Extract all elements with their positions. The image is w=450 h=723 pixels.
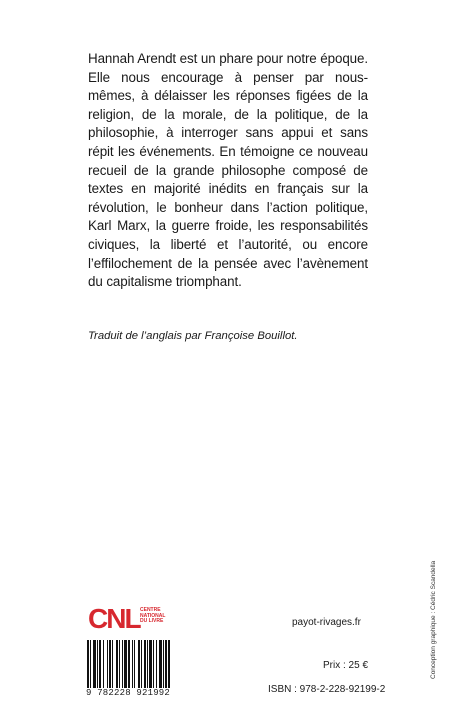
barcode-bar (147, 640, 148, 688)
barcode-bar (159, 640, 162, 688)
isbn-label: ISBN : 978-2-228-92199-2 (268, 684, 386, 695)
barcode-bar (87, 640, 89, 688)
barcode-bar (103, 640, 104, 688)
barcode-bar (144, 640, 146, 688)
barcode-bar (116, 640, 118, 688)
cnl-logo-subtitle (140, 608, 180, 625)
barcode-bar (134, 640, 135, 688)
barcode-bar (107, 640, 108, 688)
barcode-bar (138, 640, 140, 688)
barcode-bar (99, 640, 101, 688)
barcode-bar (109, 640, 111, 688)
barcode-bar (122, 640, 123, 688)
barcode-bar (156, 640, 157, 688)
barcode-bar (132, 640, 133, 688)
barcode (86, 640, 202, 688)
barcode-bar (124, 640, 127, 688)
barcode-bar (141, 640, 142, 688)
translator-credit: Traduit de l’anglais par Françoise Bouillot. (88, 330, 298, 342)
cnl-subtitle-line: CENTRE (140, 607, 161, 613)
barcode-bar (93, 640, 96, 688)
barcode-bar (119, 640, 120, 688)
barcode-bar (97, 640, 98, 688)
back-cover-blurb: Hannah Arendt est un phare pour notre époque. Elle nous encourage à penser par nous-mêmes, à délaisser les réponses figées de la religion, de la morale, de la politique, de la philosophie, à interroger sans appui et sans répit les événements. En témoigne ce nouveau recueil de la grande philosophe composé de textes en majorité inédits en français sur la révolution, le bonheur dans l’action politique, Karl Marx, la guerre froide, les responsabilités civiques, la liberté et l’autorité, ou encore l’effilochement de la pensée avec l’avènement du capitalisme triomphant. (88, 51, 368, 290)
price-label: Prix : 25 € (323, 660, 369, 671)
barcode-digits: 9 782228 921992 (86, 688, 171, 698)
barcode-bar (90, 640, 91, 688)
cnl-logo-text: CNL (88, 603, 140, 634)
cnl-subtitle-line: DU LIVRE (140, 618, 164, 625)
barcode-bar (153, 640, 154, 688)
barcode-bar (168, 640, 170, 688)
cnl-subtitle-line: NATIONAL (140, 612, 166, 619)
barcode-bar (163, 640, 164, 688)
design-credit: Conception graphique : Cédric Scandella (430, 560, 437, 679)
barcode-bar (165, 640, 167, 688)
barcode-bar (112, 640, 113, 688)
barcode-bar (149, 640, 152, 688)
cnl-logo (88, 604, 178, 634)
publisher-website: payot-rivages.fr (292, 617, 361, 628)
barcode-bar (128, 640, 130, 688)
